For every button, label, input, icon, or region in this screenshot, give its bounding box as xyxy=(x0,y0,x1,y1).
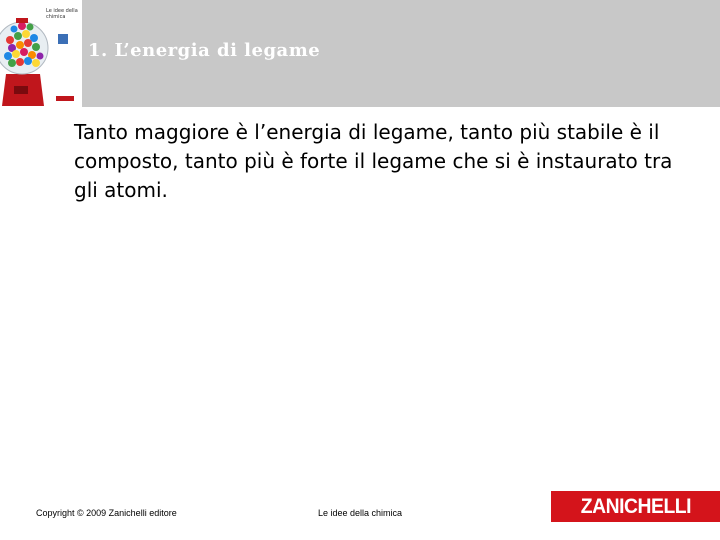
publisher-logo-text: ZANICHELLI xyxy=(580,494,691,518)
slide-title: 1. L’energia di legame xyxy=(88,40,321,61)
footer-copyright: Copyright © 2009 Zanichelli editore xyxy=(36,508,177,518)
slide-body-text: Tanto maggiore è l’energia di legame, tanto più stabile è il composto, tanto più è forte il legame che si è instaurato tra gli atomi. xyxy=(74,120,673,202)
footer-book-title: Le idee della chimica xyxy=(318,508,403,518)
publisher-logo xyxy=(551,491,720,522)
book-cover-image xyxy=(0,0,82,107)
book-cover-title: Le idee della chimica xyxy=(46,8,78,20)
